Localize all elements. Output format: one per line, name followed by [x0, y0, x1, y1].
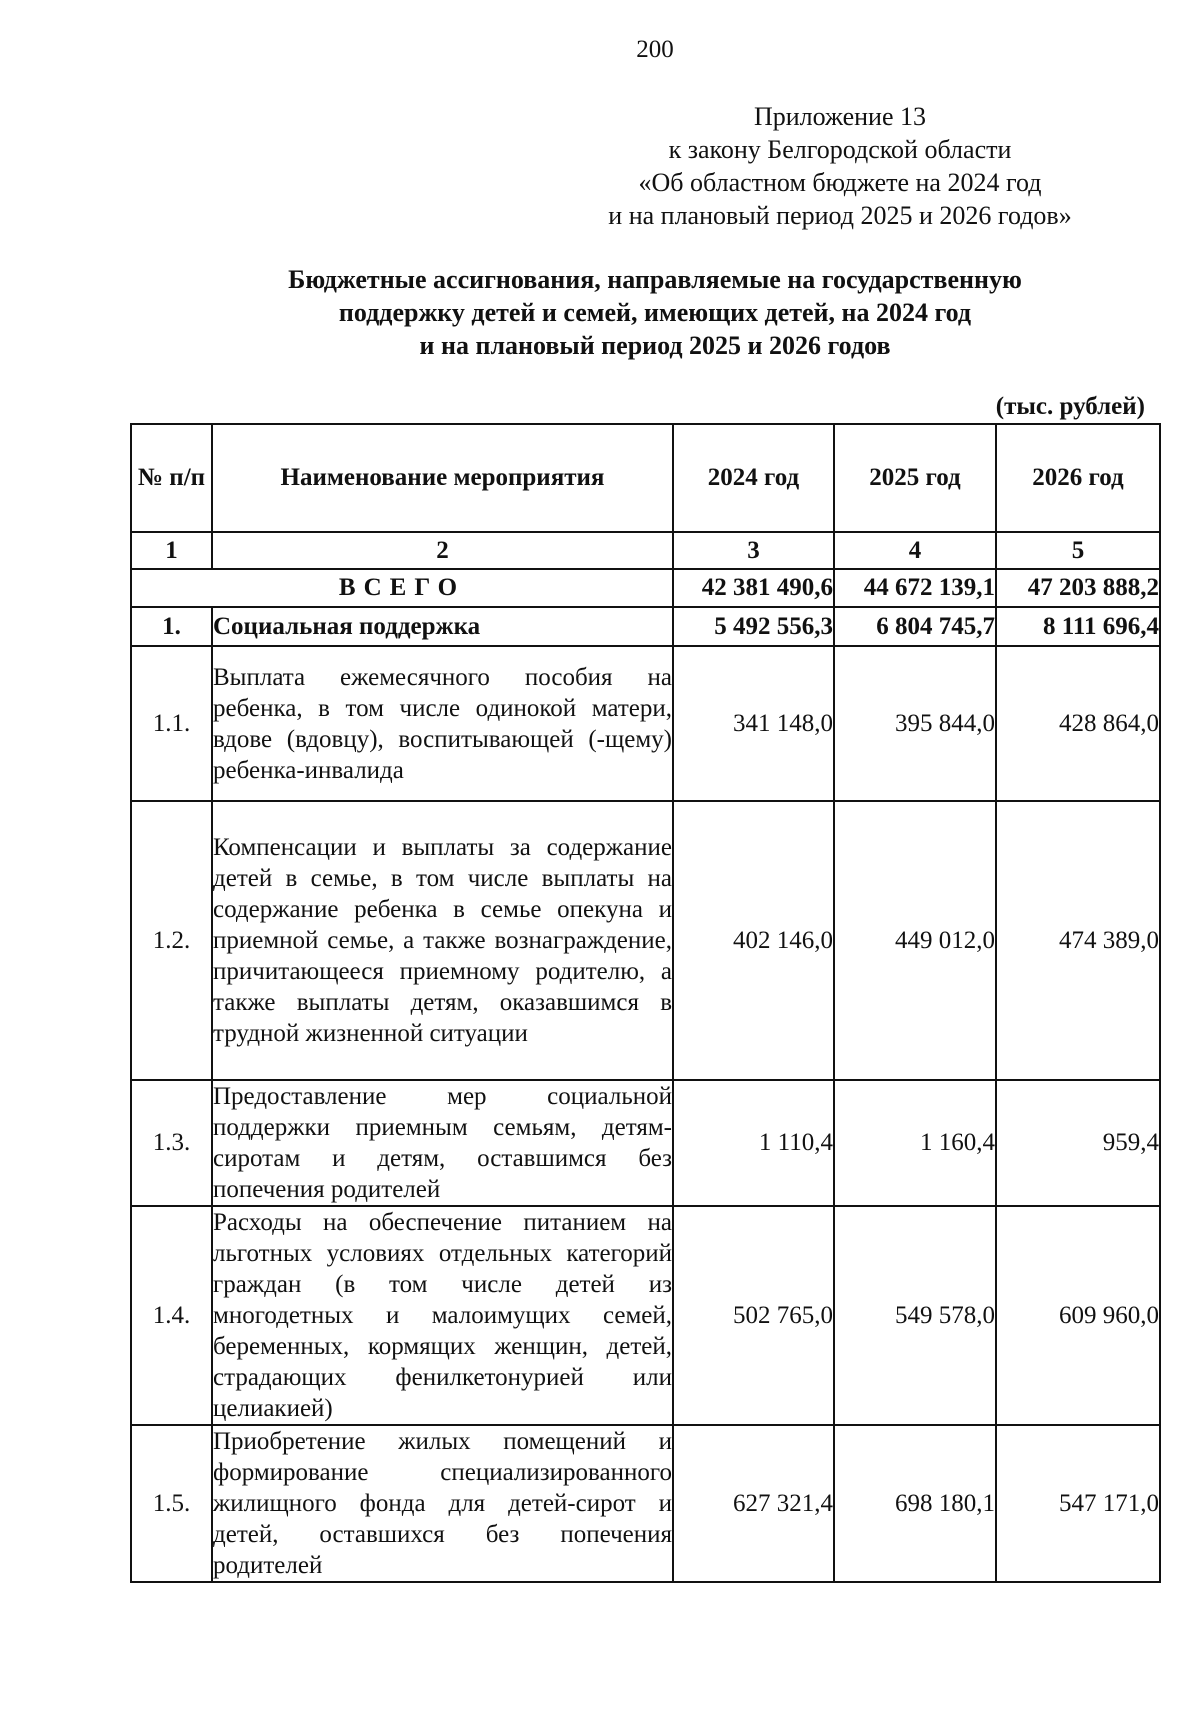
column-number: 3 — [673, 532, 834, 569]
section-2024: 5 492 556,3 — [673, 607, 834, 646]
row-number: 1.4. — [131, 1206, 212, 1425]
table-row — [131, 646, 1160, 801]
header-number: № п/п — [131, 424, 212, 532]
column-number: 2 — [212, 532, 673, 569]
row-2026: 474 389,0 — [996, 801, 1160, 1080]
row-name: Предоставление мер социальной поддержки приемным семьям, детям-сиротам и детям, оставшимся без попечения родителей — [212, 1080, 673, 1206]
row-2025: 549 578,0 — [834, 1206, 996, 1425]
title-line: Бюджетные ассигнования, направляемые на государственную — [288, 265, 1022, 294]
row-2026: 547 171,0 — [996, 1425, 1160, 1582]
section-row — [131, 607, 1160, 646]
appendix-heading — [560, 100, 1120, 232]
row-2024: 502 765,0 — [673, 1206, 834, 1425]
header-name: Наименование мероприятия — [212, 424, 673, 532]
unit-label: (тыс. рублей) — [995, 393, 1145, 420]
title-line: поддержку детей и семей, имеющих детей, на 2024 год — [338, 298, 972, 327]
appendix-line: и на плановый период 2025 и 2026 годов» — [608, 201, 1072, 230]
row-2026: 609 960,0 — [996, 1206, 1160, 1425]
total-2025: 44 672 139,1 — [834, 569, 996, 607]
section-2025: 6 804 745,7 — [834, 607, 996, 646]
section-name: Социальная поддержка — [212, 607, 673, 646]
table-row — [131, 1206, 1160, 1425]
row-2024: 627 321,4 — [673, 1425, 834, 1582]
appendix-line: «Об областном бюджете на 2024 год — [638, 168, 1042, 197]
appendix-line: Приложение 13 — [753, 102, 927, 131]
column-number: 5 — [996, 532, 1160, 569]
appendix-line: к закону Белгородской области — [668, 135, 1012, 164]
row-2026: 959,4 — [996, 1080, 1160, 1206]
column-number-row — [131, 532, 1160, 569]
page-number: 200 — [636, 36, 674, 63]
section-number: 1. — [131, 607, 212, 646]
row-number: 1.2. — [131, 801, 212, 1080]
row-2025: 1 160,4 — [834, 1080, 996, 1206]
header-2024: 2024 год — [673, 424, 834, 532]
total-label: ВСЕГО — [131, 569, 673, 607]
row-2025: 698 180,1 — [834, 1425, 996, 1582]
total-row — [131, 569, 1160, 607]
section-2026: 8 111 696,4 — [996, 607, 1160, 646]
header-2025: 2025 год — [834, 424, 996, 532]
table-row — [131, 1080, 1160, 1206]
document-title — [130, 263, 1180, 362]
row-2024: 1 110,4 — [673, 1080, 834, 1206]
header-2026: 2026 год — [996, 424, 1160, 532]
title-line: и на плановый период 2025 и 2026 годов — [419, 331, 891, 360]
column-number: 1 — [131, 532, 212, 569]
row-number: 1.3. — [131, 1080, 212, 1206]
row-name: Компенсации и выплаты за содержание детей в семье, в том числе выплаты на содержание ребенка в семье опекуна и приемной семье, а также вознаграждение, причитающееся приемному родителю, а также выплаты детям, оказавшимся в трудной жизненной ситуации — [212, 801, 673, 1080]
row-2025: 449 012,0 — [834, 801, 996, 1080]
budget-table — [130, 423, 1161, 1583]
column-number: 4 — [834, 532, 996, 569]
row-2024: 402 146,0 — [673, 801, 834, 1080]
row-name: Приобретение жилых помещений и формирование специализированного жилищного фонда для детей-сирот и детей, оставшихся без попечения родителей — [212, 1425, 673, 1582]
row-2024: 341 148,0 — [673, 646, 834, 801]
total-2024: 42 381 490,6 — [673, 569, 834, 607]
row-number: 1.1. — [131, 646, 212, 801]
row-number: 1.5. — [131, 1425, 212, 1582]
table-row — [131, 801, 1160, 1080]
table-header-row — [131, 424, 1160, 532]
row-2025: 395 844,0 — [834, 646, 996, 801]
row-2026: 428 864,0 — [996, 646, 1160, 801]
total-2026: 47 203 888,2 — [996, 569, 1160, 607]
row-name: Расходы на обеспечение питанием на льготных условиях отдельных категорий граждан (в том числе детей из многодетных и малоимущих семей, беременных, кормящих женщин, детей, страдающих фенилкетонурией или целиакией) — [212, 1206, 673, 1425]
row-name: Выплата ежемесячного пособия на ребенка, в том числе одинокой матери, вдове (вдовцу), воспитывающей (-щему) ребенка-инвалида — [212, 646, 673, 801]
table-row — [131, 1425, 1160, 1582]
